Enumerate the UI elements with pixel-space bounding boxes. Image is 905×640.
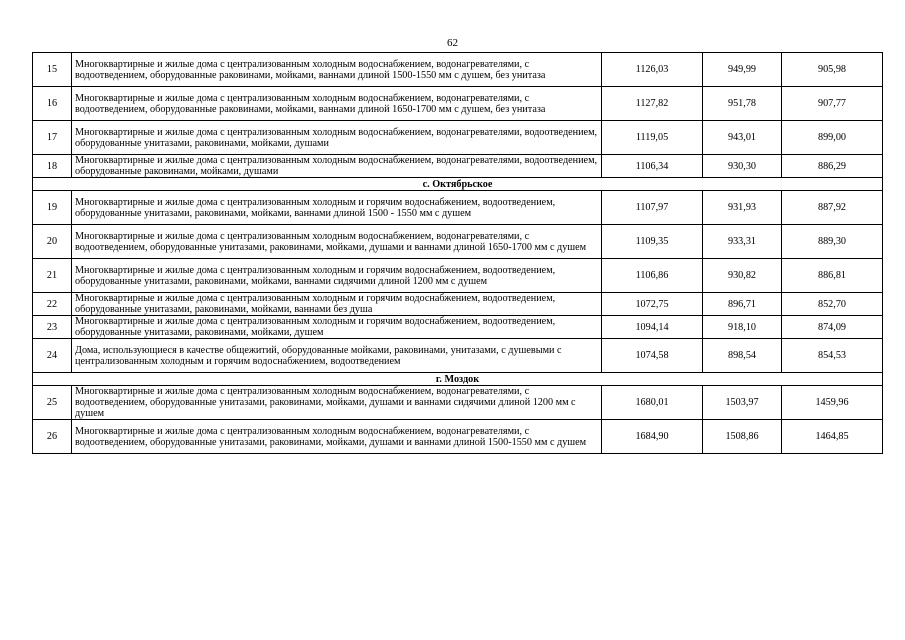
row-number: 16 bbox=[33, 87, 72, 121]
value-cell-1: 1119,05 bbox=[602, 121, 703, 155]
value-cell-2: 931,93 bbox=[703, 191, 782, 225]
row-number: 20 bbox=[33, 225, 72, 259]
value-cell-2: 918,10 bbox=[703, 316, 782, 339]
row-description: Многоквартирные и жилые дома с централизованным холодным и горячим водоснабжением, водоотведением, оборудованные унитазами, раковинами, мойками, ваннами без душа bbox=[72, 293, 602, 316]
row-description: Многоквартирные и жилые дома с централизованным холодным водоснабжением, водонагревателями, с водоотведением, оборудованные унитазами, раковинами, мойками, душами и ваннами длиной 1500-1550 мм с душем bbox=[72, 420, 602, 454]
value-cell-3: 854,53 bbox=[782, 339, 883, 373]
table-row bbox=[33, 386, 883, 420]
section-row bbox=[33, 373, 883, 386]
table-row bbox=[33, 420, 883, 454]
value-cell-2: 896,71 bbox=[703, 293, 782, 316]
value-cell-2: 949,99 bbox=[703, 53, 782, 87]
value-cell-3: 886,81 bbox=[782, 259, 883, 293]
table-row bbox=[33, 191, 883, 225]
table-row bbox=[33, 87, 883, 121]
value-cell-3: 889,30 bbox=[782, 225, 883, 259]
row-number: 19 bbox=[33, 191, 72, 225]
row-number: 22 bbox=[33, 293, 72, 316]
value-cell-1: 1127,82 bbox=[602, 87, 703, 121]
value-cell-1: 1109,35 bbox=[602, 225, 703, 259]
section-row bbox=[33, 178, 883, 191]
value-cell-1: 1126,03 bbox=[602, 53, 703, 87]
row-description: Многоквартирные и жилые дома с централизованным холодным водоснабжением, водонагревателями, с водоотведением, оборудованные раковинами, мойками, ваннами длиной 1650-1700 мм с душем, без унитаза bbox=[72, 87, 602, 121]
row-description: Многоквартирные и жилые дома с централизованным холодным водоснабжением, водонагревателями, водоотведением, оборудованные унитазами, раковинами, мойками, душами bbox=[72, 121, 602, 155]
row-description: Многоквартирные и жилые дома с централизованным холодным и горячим водоснабжением, водоотведением, оборудованные унитазами, раковинами, мойками, ваннами длиной 1500 - 1550 мм с душем bbox=[72, 191, 602, 225]
row-number: 15 bbox=[33, 53, 72, 87]
tariff-table-body bbox=[33, 53, 883, 454]
row-number: 26 bbox=[33, 420, 72, 454]
row-description: Многоквартирные и жилые дома с централизованным холодным и горячим водоснабжением, водоотведением, оборудованные унитазами, раковинами, мойками, ваннами сидячими длиной 1200 мм с душем bbox=[72, 259, 602, 293]
row-description: Многоквартирные и жилые дома с централизованным холодным водоснабжением, водонагревателями, с водоотведением, оборудованные унитазами, раковинами, мойками, душами и ваннами длиной 1650-1700 мм с душем bbox=[72, 225, 602, 259]
row-description: Многоквартирные и жилые дома с централизованным холодным водоснабжением, водонагревателями, с водоотведением, оборудованные раковинами, мойками, ваннами длиной 1500-1550 мм с душем, без унитаза bbox=[72, 53, 602, 87]
value-cell-2: 1503,97 bbox=[703, 386, 782, 420]
value-cell-1: 1074,58 bbox=[602, 339, 703, 373]
value-cell-1: 1106,86 bbox=[602, 259, 703, 293]
value-cell-3: 887,92 bbox=[782, 191, 883, 225]
row-number: 18 bbox=[33, 155, 72, 178]
value-cell-1: 1094,14 bbox=[602, 316, 703, 339]
table-row bbox=[33, 259, 883, 293]
value-cell-3: 852,70 bbox=[782, 293, 883, 316]
table-row bbox=[33, 339, 883, 373]
value-cell-1: 1072,75 bbox=[602, 293, 703, 316]
value-cell-1: 1684,90 bbox=[602, 420, 703, 454]
page-number: 62 bbox=[447, 37, 458, 49]
value-cell-2: 898,54 bbox=[703, 339, 782, 373]
row-description: Многоквартирные и жилые дома с централизованным холодным водоснабжением, водонагревателями, водоотведением, оборудованные раковинами, мойками, душами bbox=[72, 155, 602, 178]
value-cell-3: 907,77 bbox=[782, 87, 883, 121]
value-cell-2: 951,78 bbox=[703, 87, 782, 121]
table-row bbox=[33, 225, 883, 259]
section-title: г. Моздок bbox=[33, 373, 883, 386]
row-number: 24 bbox=[33, 339, 72, 373]
table-row bbox=[33, 293, 883, 316]
row-description: Многоквартирные и жилые дома с централизованным холодным водоснабжением, водонагревателями, с водоотведением, оборудованные унитазами, раковинами, мойками, душами и ваннами сидячими длиной 1200 мм с душем bbox=[72, 386, 602, 420]
section-title: с. Октябрьское bbox=[33, 178, 883, 191]
table-row bbox=[33, 53, 883, 87]
row-number: 17 bbox=[33, 121, 72, 155]
value-cell-3: 1464,85 bbox=[782, 420, 883, 454]
value-cell-3: 1459,96 bbox=[782, 386, 883, 420]
value-cell-2: 930,82 bbox=[703, 259, 782, 293]
value-cell-1: 1680,01 bbox=[602, 386, 703, 420]
value-cell-1: 1107,97 bbox=[602, 191, 703, 225]
row-number: 23 bbox=[33, 316, 72, 339]
table-row bbox=[33, 121, 883, 155]
row-number: 21 bbox=[33, 259, 72, 293]
value-cell-2: 1508,86 bbox=[703, 420, 782, 454]
row-number: 25 bbox=[33, 386, 72, 420]
value-cell-3: 886,29 bbox=[782, 155, 883, 178]
value-cell-1: 1106,34 bbox=[602, 155, 703, 178]
tariff-table bbox=[32, 52, 883, 454]
table-row bbox=[33, 316, 883, 339]
value-cell-2: 933,31 bbox=[703, 225, 782, 259]
value-cell-3: 899,00 bbox=[782, 121, 883, 155]
row-description: Дома, использующиеся в качестве общежитий, оборудованные мойками, раковинами, унитазами, с душевыми с централизованным холодным и горячим водоснабжением, водоотведением bbox=[72, 339, 602, 373]
value-cell-3: 905,98 bbox=[782, 53, 883, 87]
value-cell-2: 943,01 bbox=[703, 121, 782, 155]
row-description: Многоквартирные и жилые дома с централизованным холодным и горячим водоснабжением, водоотведением, оборудованные унитазами, раковинами, мойками, душем bbox=[72, 316, 602, 339]
value-cell-2: 930,30 bbox=[703, 155, 782, 178]
value-cell-3: 874,09 bbox=[782, 316, 883, 339]
table-row bbox=[33, 155, 883, 178]
